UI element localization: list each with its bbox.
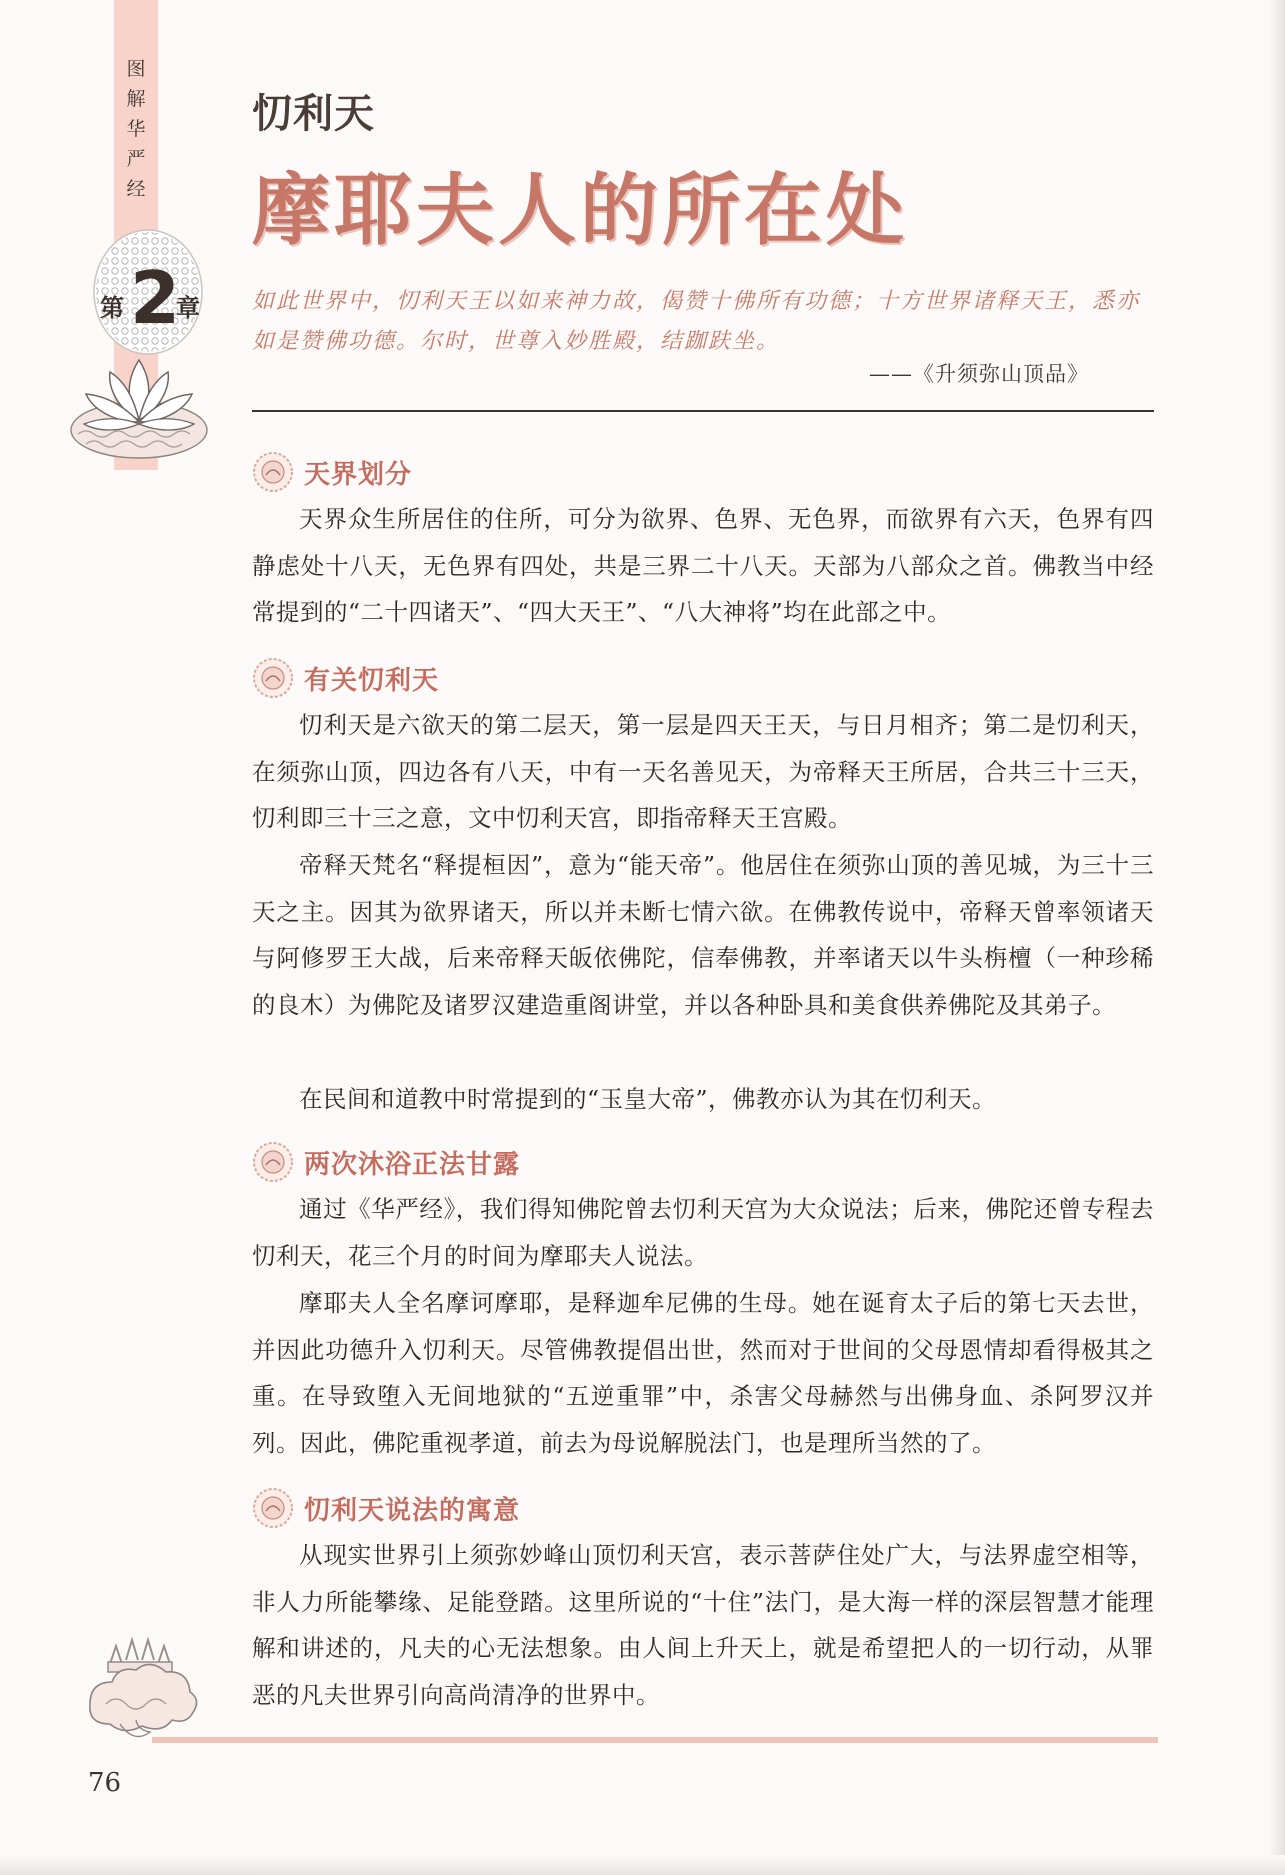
section-emblem-icon	[252, 657, 294, 699]
body-paragraph: 通过《华严经》，我们得知佛陀曾去忉利天宫为大众说法；后来，佛陀还曾专程去忉利天，花三个月的时间为摩耶夫人说法。	[252, 1195, 1154, 1270]
footer-divider	[152, 1737, 1158, 1743]
side-tab-char: 解	[126, 88, 146, 110]
chapter-suffix: 章	[176, 294, 200, 322]
page-number: 76	[88, 1768, 122, 1798]
body-paragraph: 忉利天是六欲天的第二层天，第一层是四天王天，与日月相齐；第二是忉利天，在须弥山顶，四边各有八天，中有一天名善见天，为帝释天王所居，合共三十三天，忉利即三十三之意，文中忉利天宫，即指帝释天王宫殿。	[252, 711, 1154, 832]
section-heading	[252, 656, 439, 700]
chapter-label	[96, 256, 206, 340]
section-heading	[252, 450, 412, 494]
title-divider	[252, 410, 1154, 412]
chapter-number: 2	[130, 256, 181, 340]
body-paragraph: 在民间和道教中时常提到的“玉皇大帝”，佛教亦认为其在忉利天。	[299, 1085, 997, 1113]
chapter-prefix: 第	[100, 294, 124, 322]
section-heading	[252, 1140, 520, 1184]
side-tab-char: 经	[126, 178, 146, 200]
body-paragraph: 摩耶夫人全名摩诃摩耶，是释迦牟尼佛的生母。她在诞育太子后的第七天去世，并因此功德升入忉利天。尽管佛教提倡出世，然而对于世间的父母恩情却看得极其之重。在导致堕入无间地狱的“五逆重罪”中，杀害父母赫然与出佛身血、杀阿罗汉并列。因此，佛陀重视孝道，前去为母说解脱法门，也是理所当然的了。	[252, 1289, 1154, 1457]
section-heading	[252, 1486, 520, 1530]
section-kicker: 忉利天	[252, 90, 375, 137]
section-emblem-icon	[252, 1487, 294, 1529]
auspicious-cloud-icon	[80, 1624, 200, 1744]
page-edge-shadow-bottom	[0, 1855, 1285, 1875]
section-emblem-icon	[252, 451, 294, 493]
side-tab-char: 华	[126, 118, 146, 140]
section-title: 有关忉利天	[304, 665, 440, 696]
side-tab-char: 图	[126, 58, 146, 80]
page-title: 摩耶夫人的所在处	[252, 165, 909, 256]
side-tab-char: 严	[126, 148, 146, 170]
section-title: 忉利天说法的寓意	[304, 1495, 521, 1526]
epigraph-source: ——《升须弥山顶品》	[869, 362, 1089, 386]
body-paragraph: 天界众生所居住的住所，可分为欲界、色界、无色界，而欲界有六天，色界有四静虑处十八天，无色界有四处，共是三界二十八天。天部为八部众之首。佛教当中经常提到的“二十四诸天”、“四大天王”、“八大神将”均在此部之中。	[252, 505, 1154, 626]
lotus-icon	[64, 352, 214, 462]
section-title: 天界划分	[304, 459, 413, 490]
page-edge-shadow-right	[1269, 0, 1285, 1875]
side-tab-book-title	[114, 54, 158, 204]
section-title: 两次沐浴正法甘露	[304, 1149, 521, 1180]
epigraph-quote: 如此世界中，忉利天王以如来神力故，偈赞十佛所有功德；十方世界诸释天王，悉亦如是赞佛功德。尔时，世尊入妙胜殿，结跏趺坐。	[252, 289, 1141, 354]
body-paragraph: 帝释天梵名“释提桓因”，意为“能天帝”。他居住在须弥山顶的善见城，为三十三天之主。因其为欲界诸天，所以并未断七情六欲。在佛教传说中，帝释天曾率领诸天与阿修罗王大战，后来帝释天皈依佛陀，信奉佛教，并率诸天以牛头栴檀（一种珍稀的良木）为佛陀及诸罗汉建造重阁讲堂，并以各种卧具和美食供养佛陀及其弟子。	[252, 851, 1154, 1019]
section-emblem-icon	[252, 1141, 294, 1183]
body-paragraph: 从现实世界引上须弥妙峰山顶忉利天宫，表示菩萨住处广大，与法界虚空相等，非人力所能攀缘、足能登踏。这里所说的“十住”法门，是大海一样的深层智慧才能理解和讲述的，凡夫的心无法想象。由人间上升天上，就是希望把人的一切行动，从罪恶的凡夫世界引向高尚清净的世界中。	[252, 1541, 1154, 1709]
